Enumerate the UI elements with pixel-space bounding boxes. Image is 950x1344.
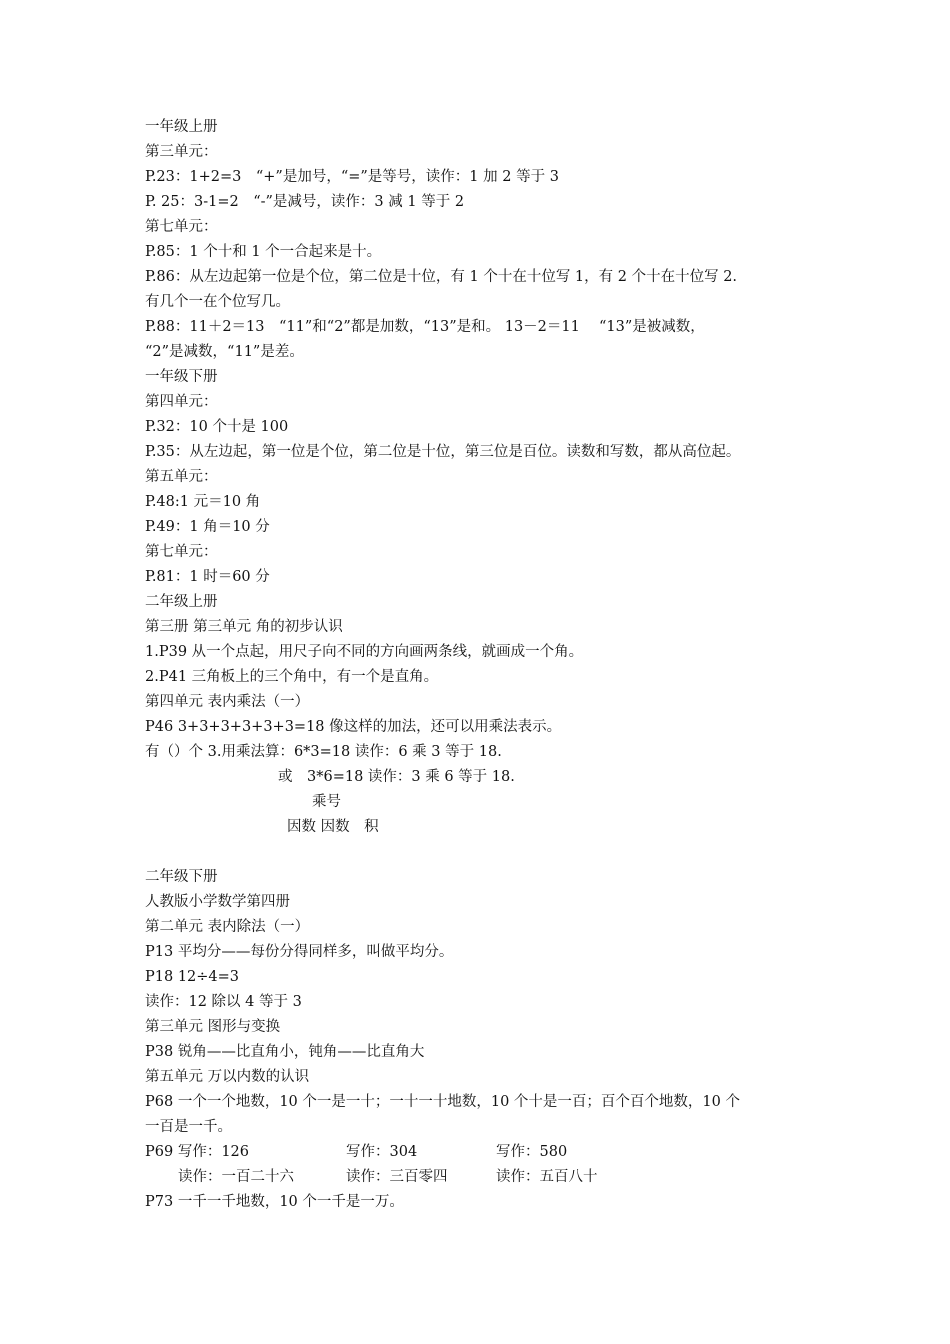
text-line: P.35：从左边起，第一位是个位，第二位是十位，第三位是百位。读数和写数，都从高位起。 (145, 444, 741, 460)
label-factors-product: 因数 因数 积 (287, 819, 379, 835)
text-line: P38 锐角——比直角小，钝角——比直角大 (145, 1044, 425, 1060)
write-as-304: 写作：304 (346, 1144, 418, 1160)
text-line: 有（）个 3.用乘法算：6*3=18 读作：6 乘 3 等于 18. (145, 744, 502, 760)
text-line: P.86：从左边起第一位是个位，第二位是十位，有 1 个十在十位写 1，有 2 个十在十位写 2. (145, 269, 738, 285)
label-multiplication-sign: 乘号 (312, 794, 341, 810)
unit-heading: 第三单元： (145, 144, 218, 160)
text-line: 一百是一千。 (145, 1119, 232, 1135)
book-title: 人教版小学数学第四册 (145, 894, 290, 910)
unit-heading: 第七单元： (145, 219, 218, 235)
read-as-126: 读作：一百二十六 (178, 1169, 294, 1185)
text-line: P.81：1 时＝60 分 (145, 569, 270, 585)
text-line: P13 平均分——每份分得同样多，叫做平均分。 (145, 944, 454, 960)
text-line: P.32：10 个十是 100 (145, 419, 289, 435)
text-line: P.85：1 个十和 1 个一合起来是十。 (145, 244, 382, 260)
unit-heading: 第五单元 万以内数的认识 (145, 1069, 310, 1085)
unit-heading: 第四单元 表内乘法（一） (145, 694, 310, 710)
text-line: P.49：1 角＝10 分 (145, 519, 270, 535)
unit-heading: 第五单元： (145, 469, 218, 485)
text-line: P.88：11＋2＝13 “11”和“2”都是加数，“13”是和。 13－2＝11 “13”是被减数， (145, 319, 705, 335)
heading-grade2-vol2: 二年级下册 (145, 869, 218, 885)
unit-heading: 第三册 第三单元 角的初步认识 (145, 619, 343, 635)
unit-heading: 第三单元 图形与变换 (145, 1019, 281, 1035)
text-line: P18 12÷4=3 (145, 969, 240, 985)
write-as-126: P69 写作：126 (145, 1144, 249, 1160)
write-as-580: 写作：580 (496, 1144, 568, 1160)
text-line: 或 3*6=18 读作：3 乘 6 等于 18. (278, 769, 515, 785)
text-line: 2.P41 三角板上的三个角中，有一个是直角。 (145, 669, 439, 685)
heading-grade1-vol1: 一年级上册 (145, 119, 218, 135)
text-line: P68 一个一个地数，10 个一是一十；一十一十地数，10 个十是一百；百个百个地数，10 个 (145, 1094, 740, 1110)
text-line: “2”是减数，“11”是差。 (145, 344, 304, 360)
heading-grade1-vol2: 一年级下册 (145, 369, 218, 385)
text-line: P. 25：3-1=2 “-”是减号，读作：3 减 1 等于 2 (145, 194, 465, 210)
text-line: P73 一千一千地数，10 个一千是一万。 (145, 1194, 404, 1210)
read-as-580: 读作：五百八十 (496, 1169, 598, 1185)
text-line: P.23：1+2=3 “+”是加号，“=”是等号，读作：1 加 2 等于 3 (145, 169, 559, 185)
text-line: P.48:1 元＝10 角 (145, 494, 261, 510)
unit-heading: 第四单元： (145, 394, 218, 410)
read-as-304: 读作：三百零四 (346, 1169, 448, 1185)
unit-heading: 第二单元 表内除法（一） (145, 919, 310, 935)
text-line: P46 3+3+3+3+3+3=18 像这样的加法，还可以用乘法表示。 (145, 719, 562, 735)
text-line: 1.P39 从一个点起，用尺子向不同的方向画两条线，就画成一个角。 (145, 644, 584, 660)
heading-grade2-vol1: 二年级上册 (145, 594, 218, 610)
text-line: 有几个一在个位写几。 (145, 294, 290, 310)
text-line: 读作：12 除以 4 等于 3 (145, 994, 302, 1010)
unit-heading: 第七单元： (145, 544, 218, 560)
